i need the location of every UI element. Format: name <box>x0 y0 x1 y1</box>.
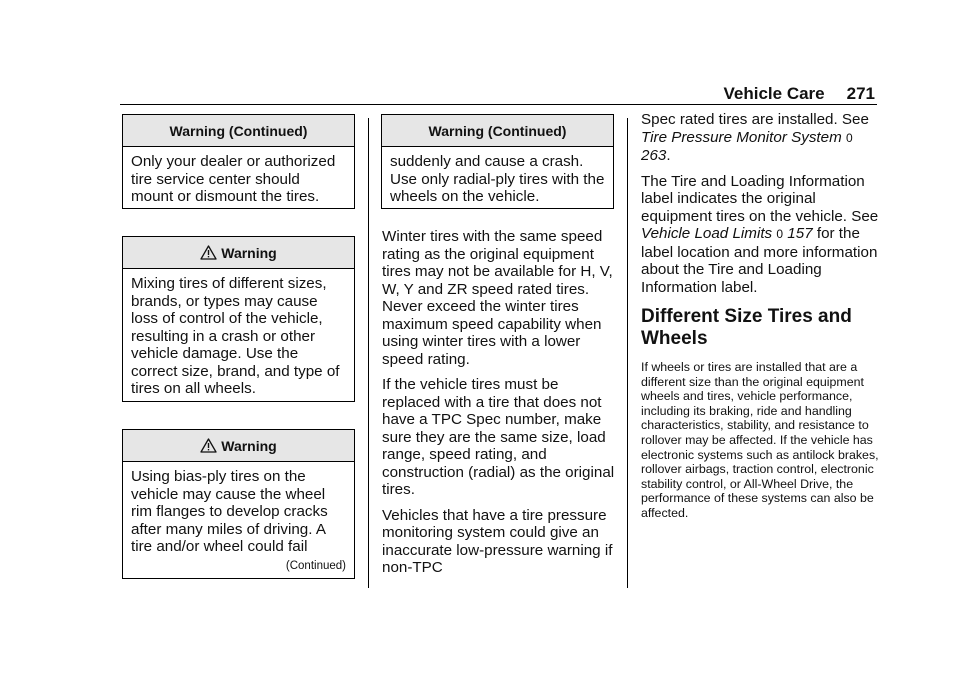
link-tire-pressure-monitor[interactable]: Tire Pressure Monitor System <box>641 128 842 146</box>
warning-box-bias-ply <box>122 429 355 579</box>
paragraph-tpc-spec: If the vehicle tires must be replaced with a tire that does not have a TPC Spec number, make sure they are the same size, load range, speed rating, and construction (radial) as the original tires. <box>382 376 615 498</box>
paragraph-tpms: Vehicles that have a tire pressure monitoring system could give an inaccurate low-pressure warning if non-TPC <box>382 506 613 576</box>
warning-icon <box>200 245 217 260</box>
page-ref-157[interactable]: 157 <box>787 225 813 242</box>
section-title: Vehicle Care <box>723 84 825 103</box>
warning-heading <box>123 430 354 462</box>
warning-body: Only your dealer or authorized tire service center should mount or dismount the tires. <box>131 153 336 205</box>
warning-box-continued <box>122 114 355 209</box>
section-heading: Different Size Tires and Wheels <box>641 306 852 349</box>
warning-title: Warning <box>221 244 277 261</box>
page-ref-263[interactable]: 263 <box>641 147 667 164</box>
page-ref-icon: 0 <box>776 227 784 241</box>
paragraph-spec-rated: Spec rated tires are installed. See Tire Pressure Monitor System 0 263. <box>641 111 869 164</box>
warning-body: Mixing tires of different sizes, brands, or types may cause loss of control of the vehicle, resulting in a crash or other vehicle damage. Use the correct size, brand, and type of tires on all wheels. <box>131 275 340 397</box>
link-vehicle-load-limits[interactable]: Vehicle Load Limits <box>641 225 773 242</box>
column-divider-2 <box>627 118 628 588</box>
header-rule <box>120 104 877 105</box>
warning-icon <box>200 438 217 453</box>
continued-label: (Continued) <box>285 559 346 572</box>
warning-heading: Warning (Continued) <box>123 115 354 147</box>
warning-heading: Warning (Continued) <box>382 115 613 147</box>
column-2-text <box>382 228 618 585</box>
warning-box-continued-2 <box>381 114 614 209</box>
paragraph-tire-loading: The Tire and Loading Information label indicates the original equipment tires on the vehicle. See Vehicle Load Limits 0 157 for the label location and more information about the Tire and Loading Information label. <box>641 172 879 296</box>
page-number: 271 <box>846 84 875 103</box>
warning-box-mixing-tires <box>122 236 355 402</box>
paragraph-different-size: If wheels or tires are installed that are a different size than the original equipment wheels and tires, vehicle performance, including its braking, ride and handling characteristics, stability, and resistance to rollover may be affected. If the vehicle has electronic systems such as antilock brakes, rollover airbags, traction control, electronic stability control, or All-Wheel Drive, the performance of these systems can also be affected. <box>641 360 879 520</box>
running-header <box>690 84 875 104</box>
page-ref-icon: 0 <box>845 130 853 145</box>
warning-title: Warning <box>221 437 277 454</box>
column-divider-1 <box>368 118 369 588</box>
warning-body: Using bias-ply tires on the vehicle may cause the wheel rim flanges to develop cracks after many miles of driving. A tire and/or wheel could fail (Continued) <box>123 462 354 581</box>
warning-heading <box>123 237 354 269</box>
paragraph-winter-tires: Winter tires with the same speed rating as the original equipment tires may not be available for H, V, W, Y and ZR speed rated tires. Never exceed the winter tires maximum speed capability when using winter tires with a lower speed rating. <box>382 228 613 368</box>
warning-body: suddenly and cause a crash. Use only radial-ply tires with the wheels on the vehicle. <box>390 153 605 205</box>
column-3-text <box>641 111 879 529</box>
